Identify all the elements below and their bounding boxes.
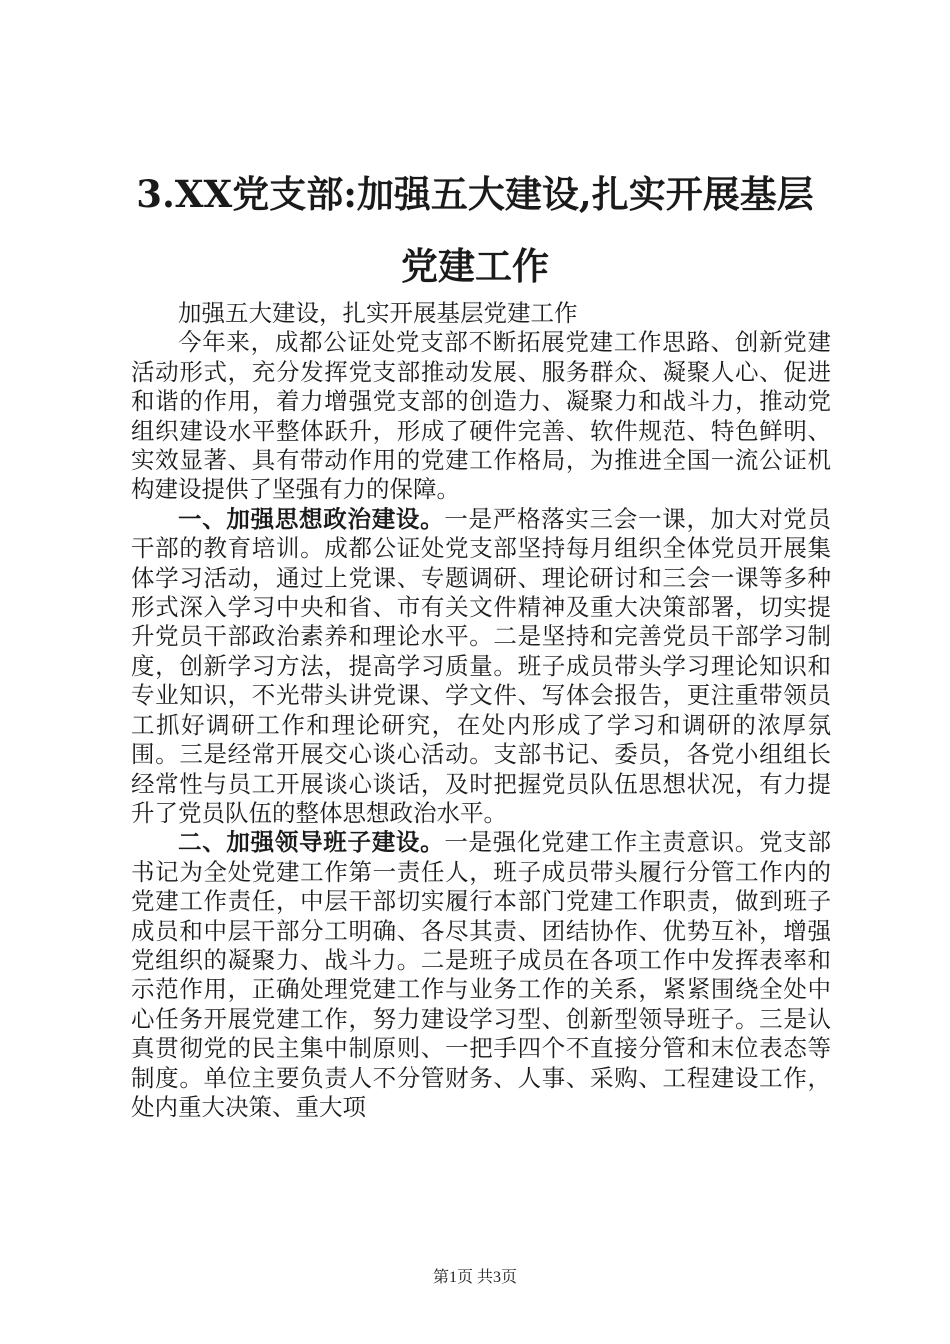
section-1-paragraph [131, 505, 831, 828]
intro-paragraph: 今年来，成都公证处党支部不断拓展党建工作思路、创新党建活动形式，充分发挥党支部推动发展、服务群众、凝聚人心、促进和谐的作用，着力增强党支部的创造力、凝聚力和战斗力，推动党组织建设水平整体跃升，形成了硬件完善、软件规范、特色鲜明、实效显著、具有带动作用的党建工作格局，为推进全国一流公证机构建设提供了坚强有力的保障。 [131, 328, 831, 504]
section-1-heading: 一、加强思想政治建设。 [178, 504, 445, 533]
section-2-paragraph [131, 828, 831, 1122]
page-footer: 第1页 共3页 [432, 1269, 517, 1286]
section-1-text: 一是严格落实三会一课，加大对党员干部的教育培训。成都公证处党支部坚持每月组织全体党员开展集体学习活动，通过上党课、专题调研、理论研讨和三会一课等多种形式深入学习中央和省、市有关文件精神及重大决策部署，切实提升党员干部政治素养和理论水平。二是坚持和完善党员干部学习制度，创新学习方法，提高学习质量。班子成员带头学习理论知识和专业知识，不光带头讲党课、学文件、写体会报告，更注重带领员工抓好调研工作和理论研究，在处内形成了学习和调研的浓厚氛围。三是经常开展交心谈心活动。支部书记、委员，各党小组组长经常性与员工开展谈心谈话，及时把握党员队伍思想状况，有力提升了党员队伍的整体思想政治水平。 [131, 504, 832, 827]
document-subtitle: 加强五大建设，扎实开展基层党建工作 [178, 299, 578, 327]
section-2-text: 一是强化党建工作主责意识。党支部书记为全处党建工作第一责任人，班子成员带头履行分管工作内的党建工作责任，中层干部切实履行本部门党建工作职责，做到班子成员和中层干部分工明确、各尽其责、团结协作、优势互补，增强党组织的凝聚力、战斗力。二是班子成员在各项工作中发挥表率和示范作用，正确处理党建工作与业务工作的关系，紧紧围绕全处中心任务开展党建工作，努力建设学习型、创新型领导班子。三是认真贯彻党的民主集中制原则、一把手四个不直接分管和末位表态等制度。单位主要负责人不分管财务、人事、采购、工程建设工作，处内重大决策、重大项 [131, 828, 832, 1121]
document-title: 3.XX党支部:加强五大建设,扎实开展基层党建工作 [136, 172, 814, 288]
section-2-heading: 二、加强领导班子建设。 [178, 828, 445, 857]
document-body [131, 299, 831, 1122]
